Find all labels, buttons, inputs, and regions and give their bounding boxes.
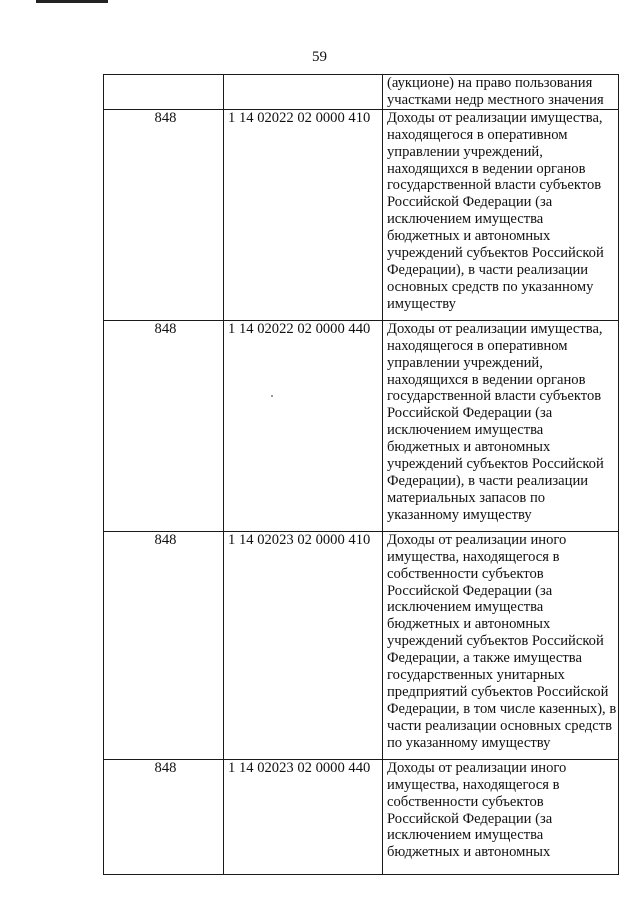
revenue-name-line: предприятий субъектов Российской [387,683,609,700]
table-row [104,759,619,874]
revenue-name-line: имущества, находящегося в [387,776,560,793]
revenue-name-line: имущества, находящегося в [387,548,560,565]
table-row [104,109,619,320]
revenue-name-line: бюджетных и автономных [387,228,551,245]
corner-mark [36,0,108,3]
revenue-name-line: находящегося в оперативном [387,126,568,143]
table-row [104,75,619,110]
revenue-name-line: собственности субъектов [387,565,544,582]
revenue-name-line: Доходы от реализации иного [387,759,567,776]
admin-code-cell [104,75,224,110]
revenue-name-line: учреждений субъектов Российской [387,633,604,650]
budget-classification-code-cell: 1 14 02023 02 0000 440 [224,759,383,874]
revenue-codes-table [103,74,619,875]
revenue-name-line: указанному имуществу [387,506,532,523]
revenue-name-line: государственных унитарных [387,667,565,684]
revenue-name-line: управлении учреждений, [387,354,543,371]
revenue-name-line: имуществу [387,295,456,312]
budget-classification-code-cell: 1 14 02022 02 0000 410 [224,109,383,320]
revenue-name-line: материальных запасов по [387,489,546,506]
revenue-name-line: Российской Федерации (за [387,582,553,599]
revenue-name-line: государственной власти субъектов [387,388,602,405]
revenue-name-cell [383,109,619,320]
revenue-name-line: Российской Федерации (за [387,405,553,422]
revenue-name-line: (аукционе) на право пользования [387,75,593,91]
revenue-name-line: Доходы от реализации иного [387,531,567,548]
revenue-name-line: находящегося в оперативном [387,337,568,354]
revenue-name-line: Федерации, в том числе казенных), в [387,700,617,717]
revenue-name-line: исключением имущества [387,827,544,844]
admin-code-cell: 848 [104,531,224,759]
page-number: 59 [312,49,327,65]
revenue-name-line: учреждений субъектов Российской [387,456,604,473]
revenue-name-line: исключением имущества [387,422,544,439]
revenue-name-line: бюджетных и автономных [387,439,551,456]
revenue-name-line: находящихся в ведении органов [387,160,586,177]
revenue-name-line: Российской Федерации (за [387,194,553,211]
revenue-name-cell [383,759,619,874]
table-row [104,320,619,531]
revenue-name-line: основных средств по указанному [387,278,594,295]
admin-code-cell: 848 [104,320,224,531]
revenue-name-line: управлении учреждений, [387,143,543,160]
budget-classification-code-cell: 1 14 02022 02 0000 440 [224,320,383,531]
revenue-name-line: участками недр местного значения [387,91,604,108]
revenue-name-line: по указанному имуществу [387,734,551,751]
revenue-name-line: части реализации основных средств [387,717,613,734]
revenue-name-line: исключением имущества [387,211,544,228]
revenue-name-line: Доходы от реализации имущества, [387,320,603,337]
revenue-name-line: Федерации), в части реализации [387,472,589,489]
revenue-name-line: Доходы от реализации имущества, [387,109,603,126]
revenue-name-line: Федерации, а также имущества [387,650,582,667]
budget-classification-code-cell: 1 14 02023 02 0000 410 [224,531,383,759]
budget-classification-code-cell [224,75,383,110]
admin-code-cell: 848 [104,759,224,874]
revenue-name-line: государственной власти субъектов [387,177,602,194]
revenue-name-line: Российской Федерации (за [387,810,553,827]
revenue-name-line: находящихся в ведении органов [387,371,586,388]
revenue-name-line: Федерации), в части реализации [387,261,589,278]
revenue-name-line: бюджетных и автономных [387,844,551,861]
revenue-name-cell [383,531,619,759]
table-row [104,531,619,759]
revenue-name-line: бюджетных и автономных [387,616,551,633]
scan-speck [271,395,273,397]
table-body [104,75,619,875]
revenue-name-line: исключением имущества [387,599,544,616]
revenue-name-line: учреждений субъектов Российской [387,245,604,262]
admin-code-cell: 848 [104,109,224,320]
revenue-name-cell [383,320,619,531]
revenue-name-cell [383,75,619,110]
revenue-name-line: собственности субъектов [387,793,544,810]
